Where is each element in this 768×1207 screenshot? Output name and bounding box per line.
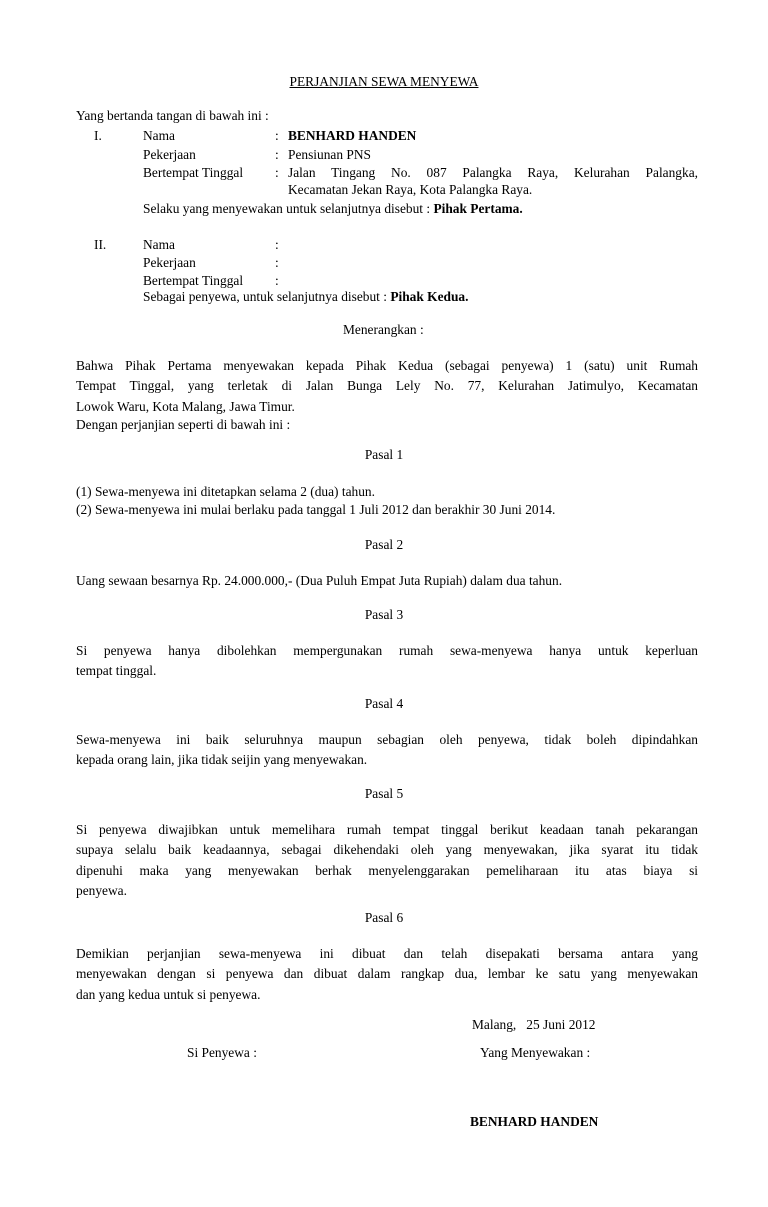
party1-number: I. (94, 128, 102, 143)
pasal-1-heading: Pasal 1 (364, 447, 404, 462)
pasal-6-heading: Pasal 6 (364, 910, 404, 925)
pasal-6-line: dan yang kedua untuk si penyewa. (76, 986, 261, 1002)
pasal-3-line: tempat tinggal. (76, 663, 157, 679)
party1-address-line1: Jalan Tingang No. 087 Palangka Raya, Kelurahan Palangka, (288, 165, 698, 180)
opening-paragraph (76, 356, 698, 435)
tenant-signature-label: Si Penyewa : (187, 1045, 257, 1060)
pasal-4-body (76, 730, 698, 771)
party1-name-value: BENHARD HANDEN (288, 128, 417, 143)
intro-text: Yang bertanda tangan di bawah ini : (76, 108, 269, 123)
pasal-4-line: kepada orang lain, jika tidak seijin yang menyewakan. (76, 752, 368, 768)
opening-line: Tempat Tinggal, yang terletak di Jalan Bunga Lely No. 77, Kelurahan Jatimulyo, Kecamatan (76, 378, 698, 394)
place-date: Malang, 25 Juni 2012 (472, 1017, 596, 1032)
pasal-5-line: penyewa. (76, 882, 127, 898)
pasal-6-body (76, 944, 698, 1005)
party2-role-text: Sebagai penyewa, untuk selanjutnya disebut : (143, 289, 387, 304)
party1-job-label: Pekerjaan (143, 147, 196, 162)
party1-name-colon: : (275, 128, 279, 143)
party2-job-label: Pekerjaan (143, 255, 196, 270)
party1-job-colon: : (275, 147, 279, 162)
party2-name-label: Nama (143, 237, 175, 252)
pasal-2-body (76, 571, 698, 591)
pasal-3-heading: Pasal 3 (364, 607, 404, 622)
party1-role (143, 199, 523, 219)
pasal-5-line: dipenuhi maka yang menyewakan berhak menyelenggarakan pemeliharaan itu atas biaya si (76, 862, 698, 878)
party1-address-line2: Kecamatan Jekan Raya, Kota Palangka Raya. (288, 182, 533, 197)
pasal-6-line: menyewakan dengan si penyewa dan dibuat dalam rangkap dua, lembar ke satu yang menyewakan (76, 966, 698, 982)
menerangkan-heading: Menerangkan : (343, 322, 424, 337)
landlord-signature-name: BENHARD HANDEN (470, 1114, 599, 1129)
landlord-signature-label: Yang Menyewakan : (480, 1045, 591, 1060)
party2-address-colon: : (275, 273, 279, 288)
pasal-4-heading: Pasal 4 (364, 696, 404, 711)
pasal-1-line: (2) Sewa-menyewa ini mulai berlaku pada tanggal 1 Juli 2012 dan berakhir 30 Juni 2014. (76, 502, 556, 517)
pasal-5-line: supaya selalu baik keadaannya, sebagai dikehendaki oleh yang menyewakan, jika syarat itu tidak (76, 842, 698, 858)
party1-role-text: Selaku yang menyewakan untuk selanjutnya disebut : (143, 201, 431, 216)
pasal-6-line: Demikian perjanjian sewa-menyewa ini dibuat dan telah disepakati bersama antara yang (76, 946, 698, 961)
pasal-3-line: Si penyewa hanya dibolehkan mempergunakan rumah sewa-menyewa hanya untuk keperluan (76, 643, 698, 658)
opening-line: Dengan perjanjian seperti di bawah ini : (76, 416, 291, 432)
party1-name-label: Nama (143, 128, 175, 143)
pasal-5-heading: Pasal 5 (364, 786, 404, 801)
pasal-4-line: Sewa-menyewa ini baik seluruhnya maupun sebagian oleh penyewa, tidak boleh dipindahkan (76, 732, 698, 747)
document-title: PERJANJIAN SEWA MENYEWA (289, 74, 479, 89)
pasal-2-heading: Pasal 2 (364, 537, 404, 552)
party1-job-value: Pensiunan PNS (288, 147, 371, 162)
party2-address-label: Bertempat Tinggal (143, 273, 244, 288)
party1-address-label: Bertempat Tinggal (143, 165, 244, 180)
opening-line: Bahwa Pihak Pertama menyewakan kepada Pihak Kedua (sebagai penyewa) 1 (satu) unit Rumah (76, 358, 698, 373)
pasal-1-line: (1) Sewa-menyewa ini ditetapkan selama 2 (dua) tahun. (76, 484, 375, 499)
party2-number: II. (94, 237, 107, 252)
party1-address-colon: : (275, 165, 279, 180)
pasal-3-body (76, 641, 698, 682)
pasal-2-line: Uang sewaan besarnya Rp. 24.000.000,- (Dua Puluh Empat Juta Rupiah) dalam dua tahun. (76, 573, 563, 588)
pasal-1-body (76, 482, 698, 520)
party2-role-name: Pihak Kedua. (390, 289, 469, 304)
party1-role-name: Pihak Pertama. (433, 201, 523, 216)
party2-name-colon: : (275, 237, 279, 252)
opening-line: Lowok Waru, Kota Malang, Jawa Timur. (76, 398, 295, 414)
party2-role (143, 287, 468, 307)
pasal-5-line: Si penyewa diwajibkan untuk memelihara rumah tempat tinggal berikut keadaan tanah pekarangan (76, 822, 698, 837)
party2-job-colon: : (275, 255, 279, 270)
pasal-5-body (76, 820, 698, 901)
